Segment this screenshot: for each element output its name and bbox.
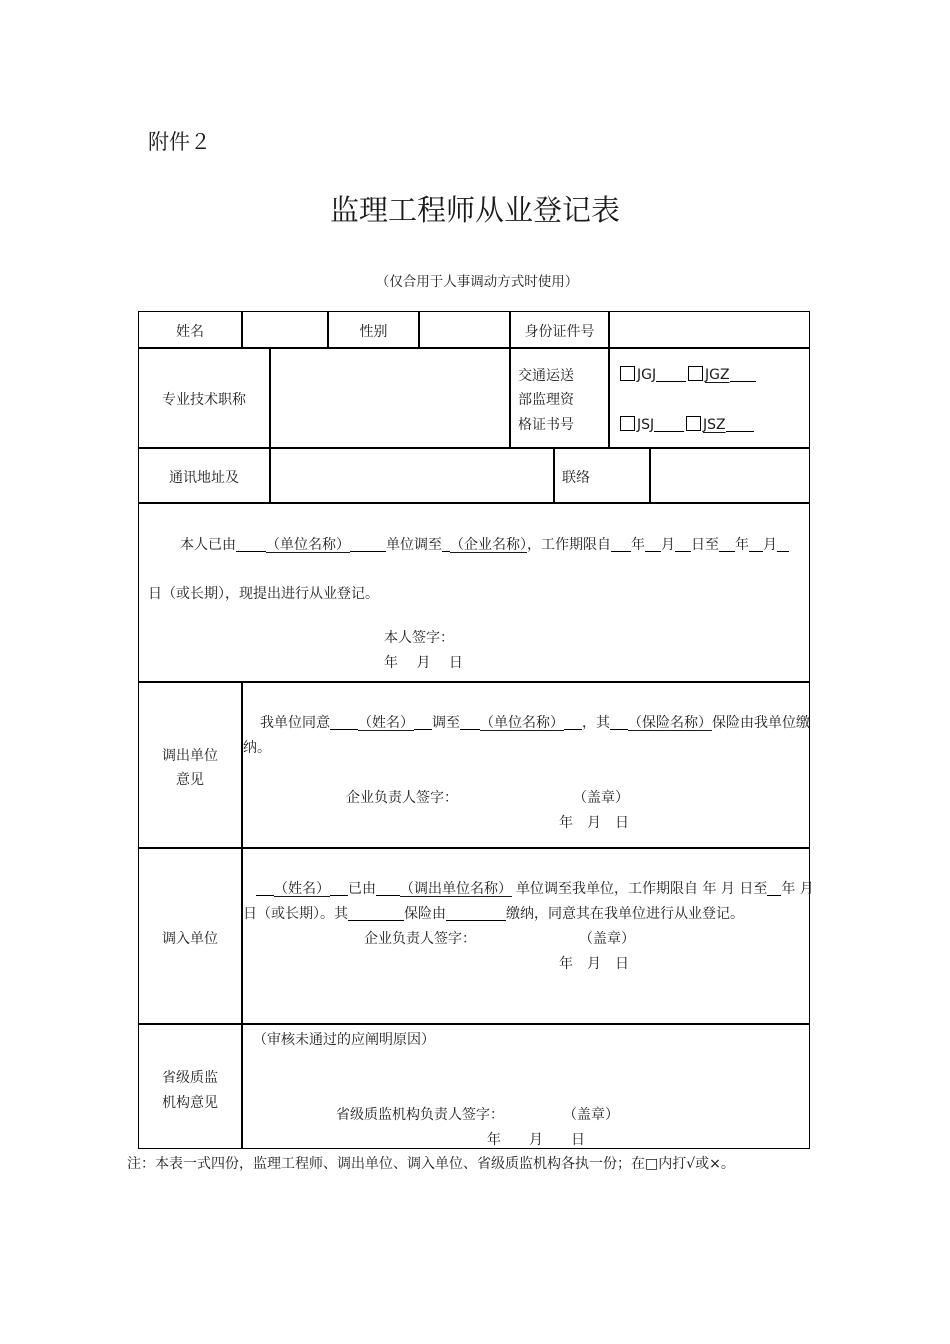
provincial-note: （审核未通过的应阐明原因） [253, 1032, 435, 1048]
transfer-in-seal: （盖章） [579, 931, 635, 947]
statement-date: 年 月 日 [384, 655, 463, 671]
id-number-field[interactable] [610, 313, 808, 346]
statement-line1: 本人已由 （单位名称） 单位调至 （企业名称），工作期限自 年 月 日至 年 月 [180, 534, 789, 554]
contact-field[interactable] [651, 449, 808, 501]
provincial-signature: 省级质监机构负责人签字： [336, 1107, 504, 1123]
col-divider [553, 447, 555, 503]
cert-option-jgz[interactable]: JGZ [688, 366, 756, 383]
attachment-label: 附件２ [148, 130, 211, 154]
name-label: 姓名 [176, 324, 204, 340]
cert-option-jgj[interactable]: JGJ [620, 366, 686, 383]
id-number-label: 身份证件号 [524, 324, 595, 340]
provincial-date: 年 月 日 [487, 1132, 585, 1148]
col-divider [608, 347, 610, 448]
name-field[interactable] [243, 313, 326, 346]
transfer-out-signature: 企业负责人签字： [346, 790, 458, 806]
gender-label: 性别 [359, 324, 388, 340]
transfer-in-date: 年 月 日 [559, 956, 629, 972]
contact-label: 联络 [562, 470, 590, 486]
transfer-in-signature: 企业负责人签字： [364, 931, 476, 947]
transfer-out-date: 年 月 日 [559, 815, 629, 831]
transfer-out-text-2: 纳。 [243, 740, 271, 756]
statement-line2: 日（或长期），现提出进行从业登记。 [148, 586, 379, 602]
checkbox-icon[interactable] [686, 416, 701, 431]
cert-option-jsj[interactable]: JSJ [620, 416, 684, 433]
transfer-out-label-1: 调出单位 [162, 748, 218, 764]
row-divider [138, 502, 810, 504]
transfer-out-text-1: 我单位同意 （姓名） 调至 （单位名称） ，其 （保险名称）保险由我单位缴 [260, 715, 810, 731]
professional-title-label: 专业技术职称 [162, 392, 246, 408]
address-label: 通讯地址及 [169, 470, 239, 486]
checkbox-icon[interactable] [620, 366, 635, 381]
professional-title-field[interactable] [271, 349, 508, 446]
cert-option-jsz[interactable]: JSZ [686, 416, 754, 433]
transfer-in-label: 调入单位 [162, 931, 218, 947]
row-divider [138, 1023, 810, 1025]
col-divider [509, 347, 511, 448]
cert-label-line3: 格证书号 [518, 417, 574, 433]
cert-label-line2: 部监理资 [518, 392, 574, 408]
checkbox-icon[interactable] [688, 366, 703, 381]
provincial-seal: （盖章） [563, 1107, 619, 1123]
transfer-in-text-2: 日（或长期）。其 保险由 缴纳，同意其在我单位进行从业登记。 [243, 906, 744, 922]
provincial-label-2: 机构意见 [162, 1095, 218, 1111]
cert-label-line1: 交通运送 [518, 368, 574, 384]
transfer-out-seal: （盖章） [573, 790, 629, 806]
row-divider [138, 847, 810, 849]
page-subtitle: （仅合用于人事调动方式时使用） [375, 274, 579, 290]
page-title: 监理工程师从业登记表 [329, 193, 620, 227]
statement-signature: 本人签字： [384, 630, 454, 646]
footnote: 注：本表一式四份，监理工程师、调出单位、调入单位、省级质监机构各执一份；在□内打√或×。 [127, 1156, 735, 1172]
address-field[interactable] [271, 449, 552, 501]
provincial-label-1: 省级质监 [162, 1070, 218, 1086]
gender-field[interactable] [420, 313, 508, 346]
checkbox-icon[interactable] [620, 416, 635, 431]
transfer-in-text-1: （姓名） 已由 （调出单位名称） 单位调至我单位，工作期限自 年 月 日至 年 月 [256, 878, 814, 898]
row-divider [138, 681, 810, 683]
transfer-out-label-2: 意见 [176, 772, 204, 788]
